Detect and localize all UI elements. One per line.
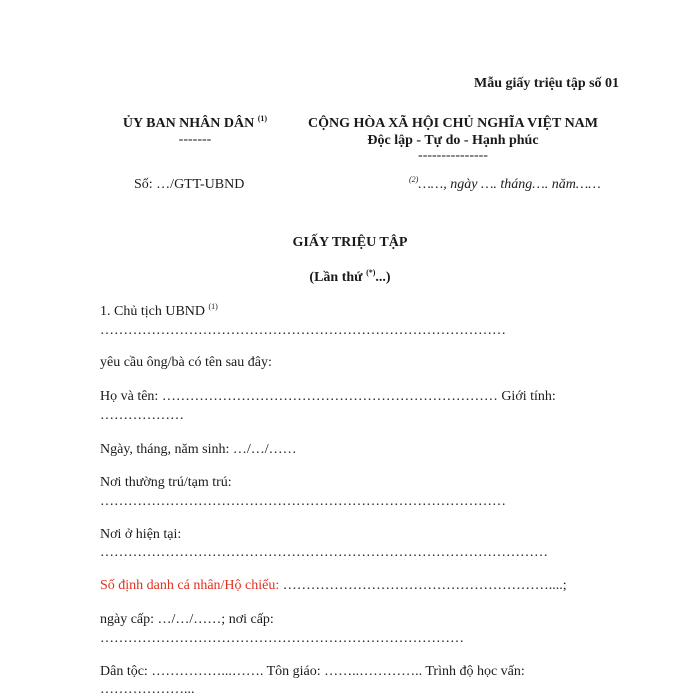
residence-label: Nơi thường trú/tạm trú: xyxy=(100,475,232,490)
place-date xyxy=(409,177,601,193)
place-note: (2) xyxy=(409,175,419,184)
nation-name: CỘNG HÒA XÃ HỘI CHỦ NGHĨA VIỆT NAM xyxy=(307,116,598,131)
document-title: GIẤY TRIỆU TẬP xyxy=(292,235,408,250)
issue-place-line: …………………………………………………………………… xyxy=(100,631,464,646)
chair-line: …………………………………………………………………………… xyxy=(100,323,506,338)
document-number: Số: …/GTT-UBND xyxy=(134,177,245,192)
org-note: (1) xyxy=(257,114,268,123)
ethnic-religion-education-field: Dân tộc: ……………...……. Tôn giáo: ……..………….. Trình độ học vấn: xyxy=(100,664,525,679)
current-address-line: …………………………………………………………………………………… xyxy=(100,545,548,560)
form-code: Mẫu giấy triệu tập số 01 xyxy=(474,76,620,91)
document-subtitle xyxy=(0,270,700,286)
subtitle-suffix: ...) xyxy=(375,270,391,285)
subtitle-note: (*) xyxy=(366,268,376,277)
org-name-text: ỦY BAN NHÂN DÂN xyxy=(122,116,255,131)
chair-label-text: 1. Chủ tịch UBND xyxy=(100,304,205,319)
subtitle-prefix: (Lần thứ xyxy=(309,270,363,285)
current-address-label: Nơi ở hiện tại: xyxy=(100,527,182,542)
education-line: ………………... xyxy=(100,682,195,697)
right-rule: --------------- xyxy=(418,148,488,163)
dob-field: Ngày, tháng, năm sinh: …/…/…… xyxy=(100,442,297,457)
left-rule: ------- xyxy=(178,132,212,147)
place-date-text: ……, ngày …. tháng…. năm…… xyxy=(418,177,601,192)
chair-label xyxy=(100,304,218,320)
motto: Độc lập - Tự do - Hạnh phúc xyxy=(367,133,539,148)
residence-line: …………………………………………………………………………… xyxy=(100,494,506,509)
gender-field: ……………… xyxy=(100,408,184,423)
id-field xyxy=(100,578,567,594)
name-field: Họ và tên: ……………………………………………………………… Giới tính: xyxy=(100,389,556,404)
request-text: yêu cầu ông/bà có tên sau đây: xyxy=(100,355,272,370)
org-name xyxy=(110,116,280,132)
issue-field: ngày cấp: …/…/……; nơi cấp: xyxy=(100,612,274,627)
id-line: …………………………………………………....; xyxy=(279,578,567,593)
chair-note: (1) xyxy=(208,302,218,311)
id-label: Số định danh cá nhân/Hộ chiếu: xyxy=(100,578,280,593)
